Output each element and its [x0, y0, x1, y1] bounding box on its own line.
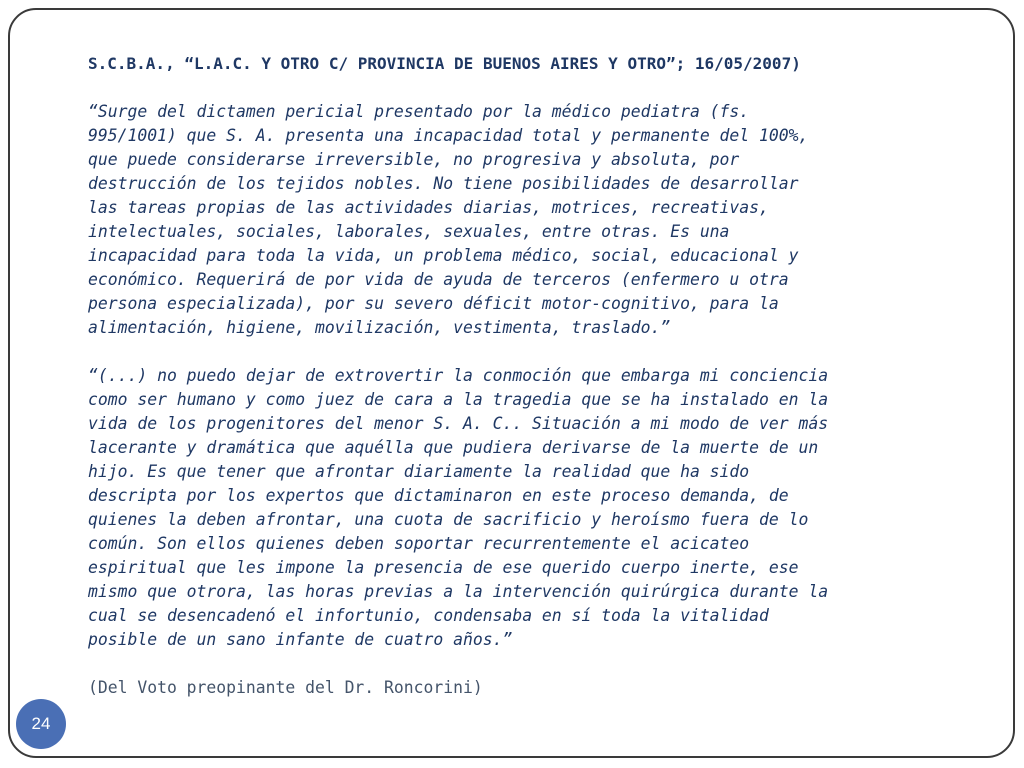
- quote-line: espiritual que les impone la presencia de ese querido cuerpo inerte, ese: [88, 558, 799, 577]
- quote-line: vida de los progenitores del menor S. A. C.. Situación a mi modo de ver más: [88, 414, 829, 433]
- quote-line: quienes la deben afrontar, una cuota de sacrificio y heroísmo fuera de lo: [88, 510, 809, 529]
- quote-line: que puede considerarse irreversible, no progresiva y absoluta, por: [88, 150, 740, 169]
- quote-line: descripta por los expertos que dictaminaron en este proceso demanda, de: [88, 486, 789, 505]
- page-number-badge: 24: [16, 699, 66, 749]
- quote-line: destrucción de los tejidos nobles. No tiene posibilidades de desarrollar: [88, 174, 799, 193]
- quote-line: común. Son ellos quienes deben soportar recurrentemente el acicateo: [88, 534, 750, 553]
- quote-line: económico. Requerirá de por vida de ayuda de terceros (enfermero u otra: [88, 270, 789, 289]
- quote-line: “(...) no puedo dejar de extrovertir la conmoción que embarga mi conciencia: [88, 366, 829, 385]
- quote-line: alimentación, higiene, movilización, vestimenta, traslado.”: [88, 318, 671, 337]
- quote-line: posible de un sano infante de cuatro años.”: [88, 630, 513, 649]
- quote-line: lacerante y dramática que aquélla que pudiera derivarse de la muerte de un: [88, 438, 819, 457]
- quote-line: 995/1001) que S. A. presenta una incapacidad total y permanente del 100%,: [88, 126, 809, 145]
- quote-line: hijo. Es que tener que afrontar diariamente la realidad que ha sido: [88, 462, 750, 481]
- quote-judge-opinion: [88, 364, 993, 652]
- quote-line: mismo que otrora, las horas previas a la intervención quirúrgica durante la: [88, 582, 829, 601]
- quote-medical-report: [88, 100, 993, 340]
- quote-line: persona especializada), por su severo déficit motor-cognitivo, para la: [88, 294, 779, 313]
- quote-line: “Surge del dictamen pericial presentado por la médico pediatra (fs.: [88, 102, 750, 121]
- quote-line: como ser humano y como juez de cara a la tragedia que se ha instalado en la: [88, 390, 829, 409]
- quote-line: las tareas propias de las actividades diarias, motrices, recreativas,: [88, 198, 769, 217]
- slide-content: [88, 52, 993, 700]
- quote-line: cual se desencadenó el infortunio, condensaba en sí toda la vitalidad: [88, 606, 769, 625]
- attribution: (Del Voto preopinante del Dr. Roncorini): [88, 678, 483, 697]
- quote-line: incapacidad para toda la vida, un problema médico, social, educacional y: [88, 246, 799, 265]
- quote-line: intelectuales, sociales, laborales, sexuales, entre otras. Es una: [88, 222, 730, 241]
- case-heading: S.C.B.A., “L.A.C. Y OTRO C/ PROVINCIA DE BUENOS AIRES Y OTRO”; 16/05/2007): [88, 54, 801, 73]
